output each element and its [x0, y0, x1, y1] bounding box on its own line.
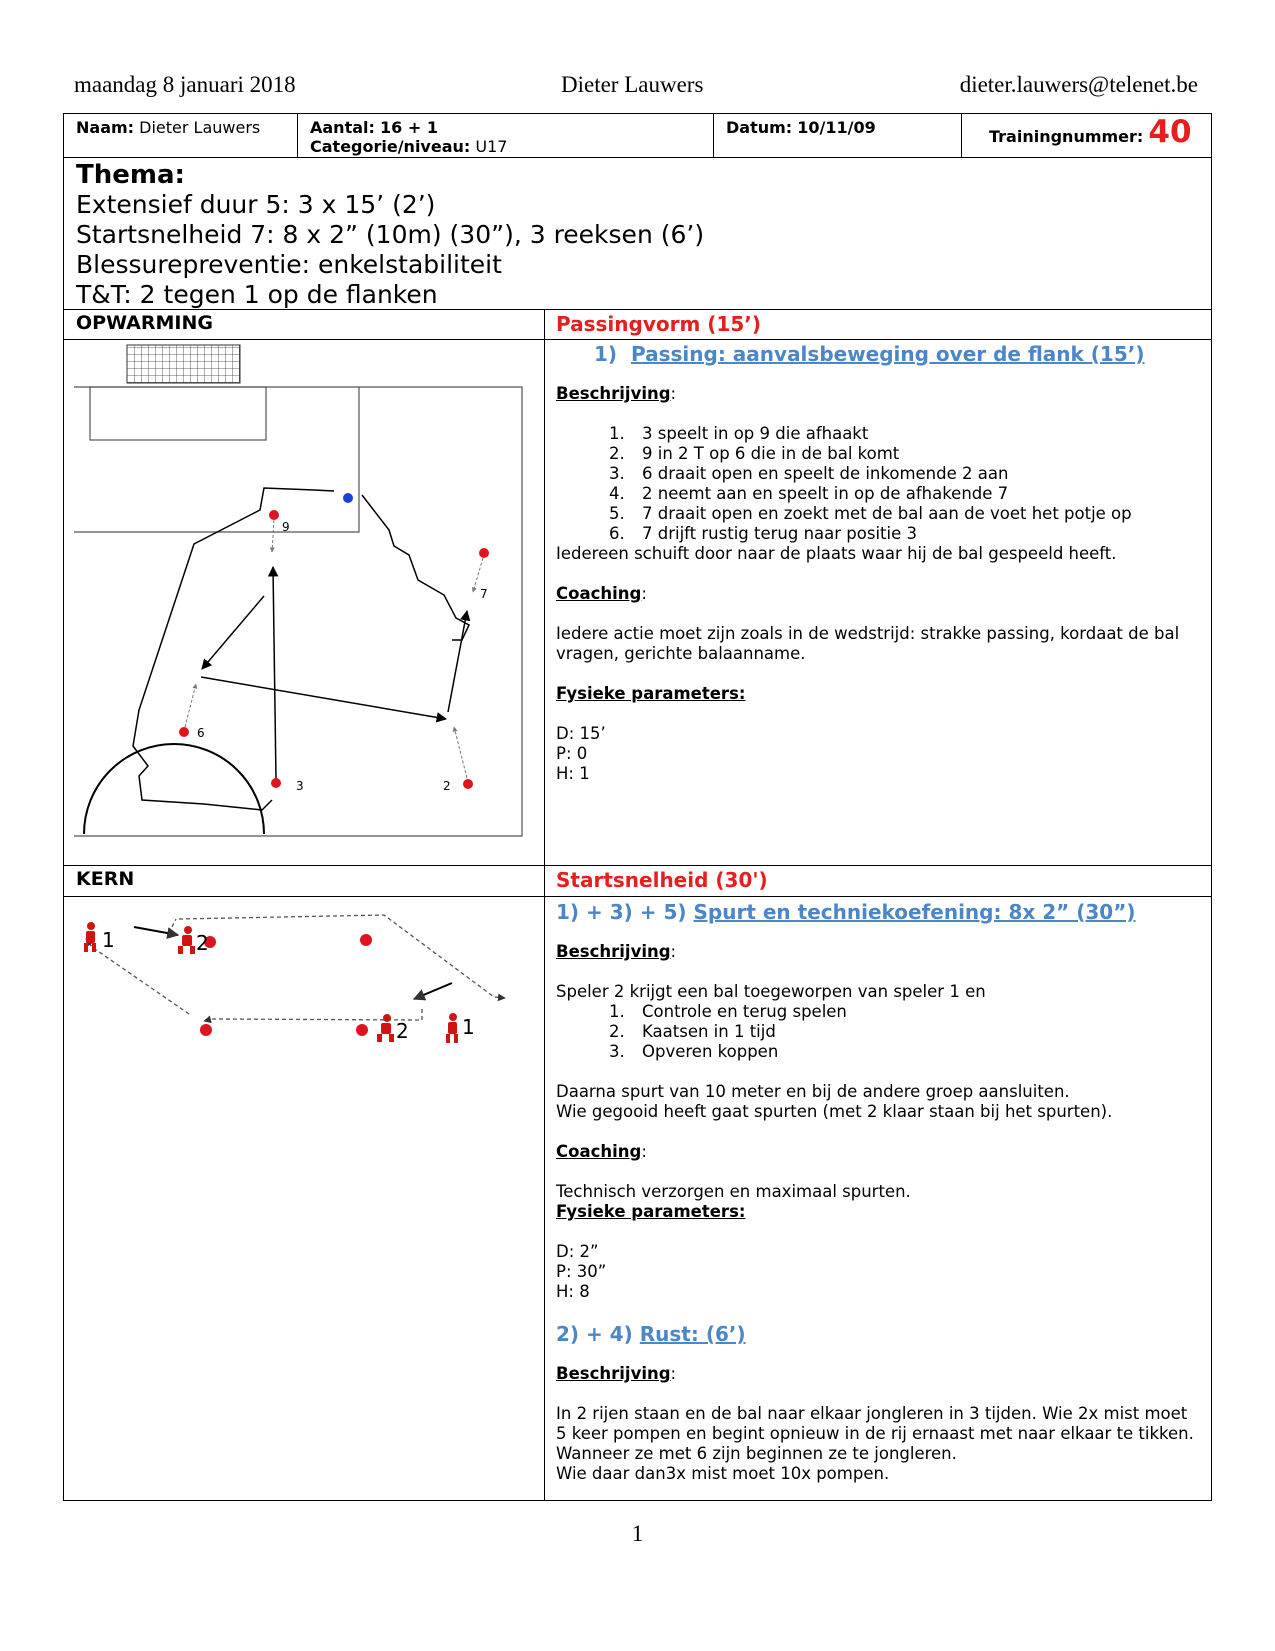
- kern-title: Startsnelheid (30'): [556, 868, 768, 892]
- cone: [200, 1024, 212, 1036]
- thema-line: T&T: 2 tegen 1 op de flanken: [76, 280, 438, 309]
- list-item: 3. 6 draait open en speelt de inkomende 2 aan: [630, 464, 1196, 484]
- after-text: Daarna spurt van 10 meter en bij de andere groep aansluiten.: [556, 1082, 1070, 1101]
- aantal-label: Aantal:: [310, 118, 375, 137]
- player-icon: [377, 1014, 394, 1042]
- throw-arrow: [414, 983, 452, 999]
- rust-text: In 2 rijen staan en de bal naar elkaar jongleren in 3 tijden. Wie 2x mist moet 5 keer pompen en begint opnieuw in de rij ernaast met naar elkaar te tikken. Wanneer ze met 6 zijn beginnen ze te jongleren.: [556, 1404, 1194, 1463]
- header-author: Dieter Lauwers: [561, 72, 704, 97]
- fysiek-label: Fysieke parameters:: [556, 684, 746, 703]
- aantal-value: 16 + 1: [380, 118, 438, 137]
- fysiek-label: Fysieke parameters:: [556, 1202, 746, 1221]
- page-header: [74, 72, 1198, 108]
- param-d: D: 2”: [556, 1242, 599, 1261]
- exercise-number: 1) + 3) + 5): [556, 900, 687, 924]
- header-email: dieter.lauwers@telenet.be: [959, 72, 1198, 97]
- training-number-field: [989, 114, 1192, 150]
- thema-line: Startsnelheid 7: 8 x 2” (10m) (30”), 3 reeksen (6’): [76, 220, 705, 249]
- label-7: 7: [480, 587, 488, 601]
- exercise-title: Rust: (6’): [639, 1322, 746, 1346]
- coaching-text: Technisch verzorgen en maximaal spurten.: [556, 1182, 911, 1201]
- list-item: 1. 3 speelt in op 9 die afhaakt: [630, 424, 1196, 444]
- beschrijving-label: Beschrijving: [556, 384, 671, 403]
- list-item: 6. 7 drijft rustig terug naar positie 3: [630, 524, 1196, 544]
- list-item: 2. 9 in 2 T op 6 die in de bal komt: [630, 444, 1196, 464]
- player-label: 2: [396, 1019, 409, 1043]
- player-label: 1: [102, 928, 115, 952]
- param-h: H: 8: [556, 1282, 590, 1301]
- coaching-label: Coaching: [556, 1142, 642, 1161]
- aantal-field: [310, 118, 507, 156]
- penalty-area: [74, 387, 522, 836]
- sprint-route: [179, 915, 505, 998]
- categorie-value: U17: [475, 137, 508, 156]
- steps-list: [556, 424, 1196, 544]
- thema-line: Blessurepreventie: enkelstabiliteit: [76, 250, 502, 279]
- list-item: 1. Controle en terug spelen: [630, 1002, 1196, 1022]
- goal-box: [90, 387, 266, 440]
- thema-line: Extensief duur 5: 3 x 15’ (2’): [76, 190, 436, 219]
- list-item: 5. 7 draait open en zoekt met de bal aan de voet het potje op: [630, 504, 1196, 524]
- list-item: 2. Kaatsen in 1 tijd: [630, 1022, 1196, 1042]
- datum-value: 10/11/09: [797, 118, 876, 137]
- penalty-arc: [84, 744, 264, 834]
- label-6: 6: [197, 726, 205, 740]
- training-number: 40: [1148, 114, 1192, 150]
- info-row: [63, 113, 1212, 158]
- pass-arrow: [202, 596, 264, 669]
- label-2: 2: [443, 779, 451, 793]
- cone: [360, 934, 372, 946]
- pass-arrow: [448, 611, 467, 712]
- param-h: H: 1: [556, 764, 590, 783]
- after-text: Wie gegooid heeft gaat spurten (met 2 klaar staan bij het spurten).: [556, 1102, 1113, 1121]
- exercise-number: 1): [594, 342, 618, 366]
- intro-text: Speler 2 krijgt een bal toegeworpen van speler 1 en: [556, 982, 986, 1001]
- categorie-label: Categorie/niveau:: [310, 137, 471, 156]
- list-item: 4. 2 neemt aan en speelt in op de afhakende 7: [630, 484, 1196, 504]
- goal-net: [127, 345, 240, 383]
- player-icon: [178, 926, 195, 954]
- player-2: [463, 779, 473, 789]
- coaching-label: Coaching: [556, 584, 642, 603]
- cone: [356, 1024, 368, 1036]
- exercise-number: 2) + 4): [556, 1322, 633, 1346]
- player-3: [271, 778, 281, 788]
- move-arrow: [454, 727, 467, 778]
- page-number: 1: [631, 1521, 644, 1546]
- param-d: D: 15’: [556, 724, 606, 743]
- exercise-title: Passing: aanvalsbeweging over de flank (15’): [631, 342, 1145, 366]
- pass-arrow: [273, 567, 276, 780]
- label-9: 9: [282, 520, 290, 534]
- sprint-route: [172, 919, 176, 927]
- beschrijving-label: Beschrijving: [556, 942, 671, 961]
- player-label: 1: [462, 1015, 475, 1039]
- coaching-text: Iedere actie moet zijn zoals in de wedstrijd: strakke passing, kordaat de bal vragen, gerichte balaanname.: [556, 624, 1180, 663]
- player-label: 2: [196, 931, 209, 955]
- steps-list: [556, 1002, 1196, 1062]
- naam-value: Dieter Lauwers: [139, 118, 261, 137]
- player-6: [179, 727, 189, 737]
- datum-label: Datum:: [726, 118, 793, 137]
- naam-label: Naam:: [76, 118, 135, 137]
- thema-title: Thema:: [76, 160, 185, 190]
- throw-arrow: [134, 927, 178, 935]
- opwarming-label: OPWARMING: [76, 312, 213, 334]
- exercise-title: Spurt en techniekoefening: 8x 2” (30”): [693, 900, 1136, 924]
- training-label: Trainingnummer:: [989, 127, 1144, 146]
- run-path: [133, 488, 469, 810]
- ball: [343, 493, 353, 503]
- datum-field: [726, 118, 876, 137]
- pass-arrow: [201, 677, 446, 719]
- kern-label: KERN: [76, 868, 135, 890]
- six-yard-box: [74, 387, 359, 532]
- kern-description: 1) + 3) + 5) Spurt en techniekoefening: 8x 2” (30”) Beschrijving: Speler 2 krijgt een bal toegeworpen van speler 1 en 1. Controle en terug spelen 2. Kaatsen in 1 tijd 3. Opveren koppen Daarna spurt van 10 meter en bij de andere groep aansluiten. Wie gegooid heeft gaat spurten (met 2 klaar staan bij het spurten). Coaching: Technisch verzorgen en maximaal spurten. Fysieke parameters: D: 2” P: 30” H: 8 2) + 4) Rust: (6’) Beschrijving: In 2 rijen staan en de bal naar elkaar jongleren in 3 tijden. Wie 2x mist moet 5 keer pompen en begint opnieuw in de rij ernaast met naar elkaar te tikken. Wanneer ze met 6 zijn beginnen ze te jongleren. Wie daar dan3x mist moet 10x pompen.: [556, 900, 1196, 1484]
- param-p: P: 0: [556, 744, 588, 763]
- player-9: [269, 510, 279, 520]
- label-3: 3: [296, 779, 304, 793]
- sprint-diagram: [64, 897, 544, 1077]
- move-arrow: [185, 684, 196, 727]
- player-7: [479, 548, 489, 558]
- beschrijving-label: Beschrijving: [556, 1364, 671, 1383]
- list-item: 3. Opveren koppen: [630, 1042, 1196, 1062]
- rust-text: Wie daar dan3x mist moet 10x pompen.: [556, 1464, 890, 1483]
- naam-field: [76, 118, 260, 137]
- param-p: P: 30”: [556, 1262, 607, 1281]
- player-icon: [446, 1013, 458, 1043]
- after-steps: Iedereen schuift door naar de plaats waar hij de bal gespeeld heeft.: [556, 544, 1117, 563]
- thema-block: [76, 160, 704, 310]
- player-icon: [84, 922, 96, 952]
- move-arrow: [272, 520, 274, 552]
- opwarming-description: 1) Passing: aanvalsbeweging over de flank (15’) Beschrijving: 1. 3 speelt in op 9 die afhaakt 2. 9 in 2 T op 6 die in de bal komt 3. 6 draait open en speelt de inkomende 2 aan 4. 2 neemt aan en speelt in op de afhakende 7 5. 7 draait open en zoekt met de bal aan de voet het potje op 6. 7 drijft rustig terug naar positie 3 Iedereen schuift door naar de plaats waar hij de bal gespeeld heeft. Coaching: Iedere actie moet zijn zoals in de wedstrijd: strakke passing, kordaat de bal vragen, gerichte balaanname. Fysieke parameters: D: 15’ P: 0 H: 1: [556, 342, 1196, 784]
- header-date: maandag 8 januari 2018: [74, 72, 296, 97]
- passing-diagram: [64, 340, 544, 864]
- opwarming-title: Passingvorm (15’): [556, 312, 761, 336]
